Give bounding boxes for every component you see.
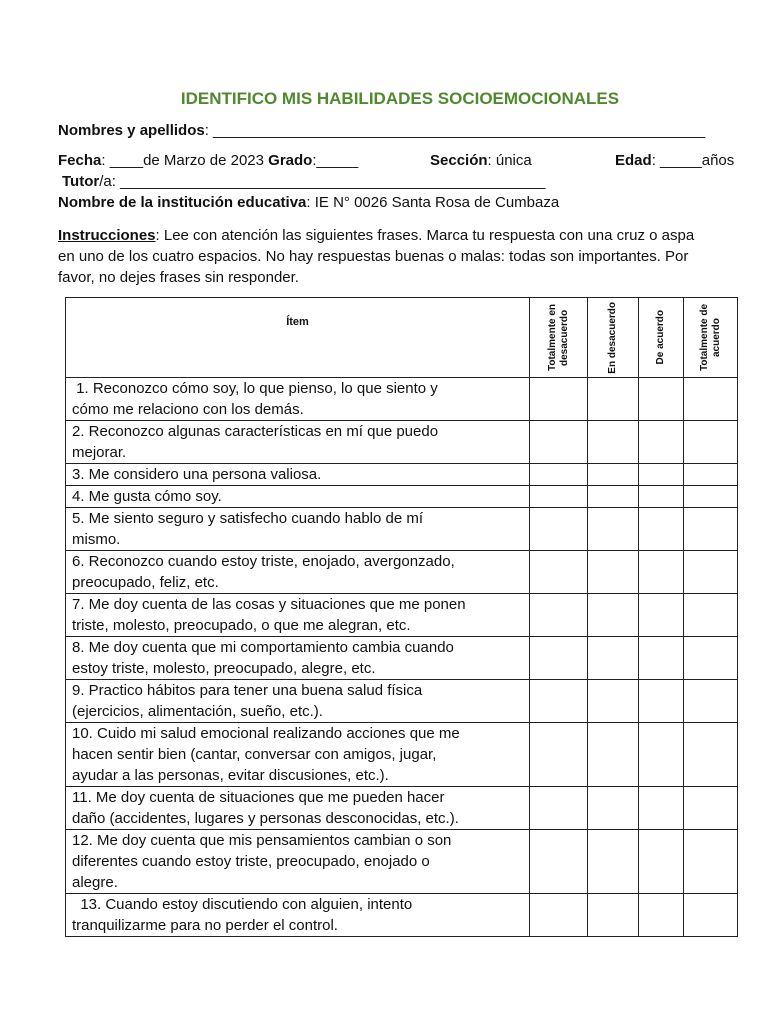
answer-cell[interactable]	[530, 486, 588, 508]
answer-cell[interactable]	[639, 787, 684, 830]
instructions-line-2: en uno de los cuatro espacios. No hay respuestas buenas o malas: todas son importantes. Por	[58, 248, 689, 265]
answer-cell[interactable]	[639, 637, 684, 680]
item-text: 3. Me considero una persona valiosa.	[66, 464, 530, 486]
page-title: IDENTIFICO MIS HABILIDADES SOCIOEMOCIONALES	[180, 89, 620, 108]
answer-cell[interactable]	[684, 508, 738, 551]
institution-label: Nombre de la institución educativa	[58, 194, 307, 211]
table-row	[66, 894, 738, 937]
answer-cell[interactable]	[684, 680, 738, 723]
table-row	[66, 830, 738, 894]
answer-cell[interactable]	[639, 378, 684, 421]
column-header	[588, 298, 639, 378]
answer-cell[interactable]	[530, 551, 588, 594]
answer-cell[interactable]	[588, 508, 639, 551]
names-blank[interactable]: : ___________________________________________________________	[204, 122, 706, 139]
table-row	[66, 680, 738, 723]
answer-cell[interactable]	[530, 830, 588, 894]
table-row	[66, 508, 738, 551]
table-row	[66, 723, 738, 787]
institution-value: : IE N° 0026 Santa Rosa de Cumbaza	[306, 194, 560, 211]
answer-cell[interactable]	[588, 378, 639, 421]
answer-cell[interactable]	[639, 680, 684, 723]
table-row	[66, 421, 738, 464]
item-text: 10. Cuido mi salud emocional realizando acciones que me hacen sentir bien (cantar, conversar con amigos, jugar, ayudar a las personas, evitar discusiones, etc.).	[66, 723, 530, 787]
answer-cell[interactable]	[530, 594, 588, 637]
item-text: 1. Reconozco cómo soy, lo que pienso, lo que siento y cómo me relaciono con los demás.	[66, 378, 530, 421]
answer-cell[interactable]	[530, 680, 588, 723]
instructions-line-3: favor, no dejes frases sin responder.	[58, 269, 299, 286]
answer-cell[interactable]	[639, 486, 684, 508]
answer-cell[interactable]	[588, 787, 639, 830]
institution-line	[58, 194, 559, 211]
item-text: 9. Practico hábitos para tener una buena salud física (ejercicios, alimentación, sueño, etc.).	[66, 680, 530, 723]
answer-cell[interactable]	[639, 830, 684, 894]
tutor-line	[62, 173, 546, 190]
answer-cell[interactable]	[588, 637, 639, 680]
instructions-text-1: : Lee con atención las siguientes frases. Marca tu respuesta con una cruz o aspa	[155, 227, 695, 244]
answer-cell[interactable]	[684, 378, 738, 421]
answer-cell[interactable]	[639, 594, 684, 637]
item-text: 11. Me doy cuenta de situaciones que me pueden hacer daño (accidentes, lugares y personas desconocidas, etc.).	[66, 787, 530, 830]
item-text: 6. Reconozco cuando estoy triste, enojado, avergonzado, preocupado, feliz, etc.	[66, 551, 530, 594]
answer-cell[interactable]	[530, 464, 588, 486]
item-text: 12. Me doy cuenta que mis pensamientos cambian o son diferentes cuando estoy triste, preocupado, enojado o alegre.	[66, 830, 530, 894]
answer-cell[interactable]	[684, 894, 738, 937]
item-header	[66, 298, 530, 378]
answer-cell[interactable]	[639, 464, 684, 486]
answer-cell[interactable]	[639, 551, 684, 594]
answer-cell[interactable]	[684, 594, 738, 637]
table-header-row	[66, 298, 738, 378]
fecha-label: Fecha	[58, 152, 102, 169]
column-label: De acuerdo	[655, 310, 666, 365]
item-text: 13. Cuando estoy discutiendo con alguien, intento tranquilizarme para no perder el control.	[66, 894, 530, 937]
table-row	[66, 486, 738, 508]
item-header-label: Ítem	[286, 316, 309, 328]
table-row	[66, 787, 738, 830]
instructions-line-1	[58, 227, 694, 244]
edad-label: Edad	[615, 152, 652, 169]
seccion-line	[430, 152, 532, 169]
table-row	[66, 594, 738, 637]
answer-cell[interactable]	[588, 830, 639, 894]
answer-cell[interactable]	[588, 551, 639, 594]
answer-cell[interactable]	[684, 723, 738, 787]
table-row	[66, 464, 738, 486]
answer-cell[interactable]	[588, 486, 639, 508]
answer-cell[interactable]	[639, 421, 684, 464]
answer-cell[interactable]	[530, 637, 588, 680]
answer-cell[interactable]	[588, 594, 639, 637]
edad-value[interactable]: : _____años	[651, 152, 735, 169]
item-text: 4. Me gusta cómo soy.	[66, 486, 530, 508]
survey-table	[65, 297, 738, 937]
item-text: 8. Me doy cuenta que mi comportamiento cambia cuando estoy triste, molesto, preocupado, alegre, etc.	[66, 637, 530, 680]
grado-label: Grado	[268, 152, 313, 169]
answer-cell[interactable]	[588, 464, 639, 486]
answer-cell[interactable]	[530, 894, 588, 937]
answer-cell[interactable]	[639, 508, 684, 551]
answer-cell[interactable]	[530, 378, 588, 421]
answer-cell[interactable]	[588, 894, 639, 937]
table-row	[66, 551, 738, 594]
answer-cell[interactable]	[684, 787, 738, 830]
column-label: En desacuerdo	[607, 301, 618, 374]
fecha-line	[58, 152, 358, 169]
tutor-label: Tutor	[62, 173, 100, 190]
edad-line	[615, 152, 734, 169]
tutor-value[interactable]: /a: ___________________________________________________	[99, 173, 546, 190]
names-label: Nombres y apellidos	[58, 122, 205, 139]
item-text: 2. Reconozco algunas características en mí que puedo mejorar.	[66, 421, 530, 464]
names-line	[58, 122, 705, 139]
column-label: Totalmente en desacuerdo	[546, 303, 570, 372]
answer-cell[interactable]	[588, 723, 639, 787]
seccion-label: Sección	[430, 152, 488, 169]
answer-cell[interactable]	[684, 421, 738, 464]
table-row	[66, 637, 738, 680]
answer-cell[interactable]	[530, 421, 588, 464]
grado-value[interactable]: :_____	[312, 152, 359, 169]
item-text: 7. Me doy cuenta de las cosas y situaciones que me ponen triste, molesto, preocupado, o que me alegran, etc.	[66, 594, 530, 637]
item-text: 5. Me siento seguro y satisfecho cuando hablo de mí mismo.	[66, 508, 530, 551]
answer-cell[interactable]	[530, 723, 588, 787]
answer-cell[interactable]	[588, 680, 639, 723]
answer-cell[interactable]	[684, 830, 738, 894]
column-label: Totalmente de acuerdo	[698, 303, 722, 372]
column-header	[639, 298, 684, 378]
column-header	[530, 298, 588, 378]
answer-cell[interactable]	[530, 787, 588, 830]
answer-cell[interactable]	[639, 894, 684, 937]
answer-cell[interactable]	[684, 464, 738, 486]
answer-cell[interactable]	[684, 637, 738, 680]
instructions-label: Instrucciones	[58, 227, 156, 244]
seccion-value: : única	[487, 152, 532, 169]
answer-cell[interactable]	[639, 723, 684, 787]
answer-cell[interactable]	[588, 421, 639, 464]
answer-cell[interactable]	[684, 551, 738, 594]
table-row	[66, 378, 738, 421]
column-header	[684, 298, 738, 378]
fecha-value[interactable]: : ____de Marzo de 2023	[101, 152, 269, 169]
answer-cell[interactable]	[684, 486, 738, 508]
answer-cell[interactable]	[530, 508, 588, 551]
